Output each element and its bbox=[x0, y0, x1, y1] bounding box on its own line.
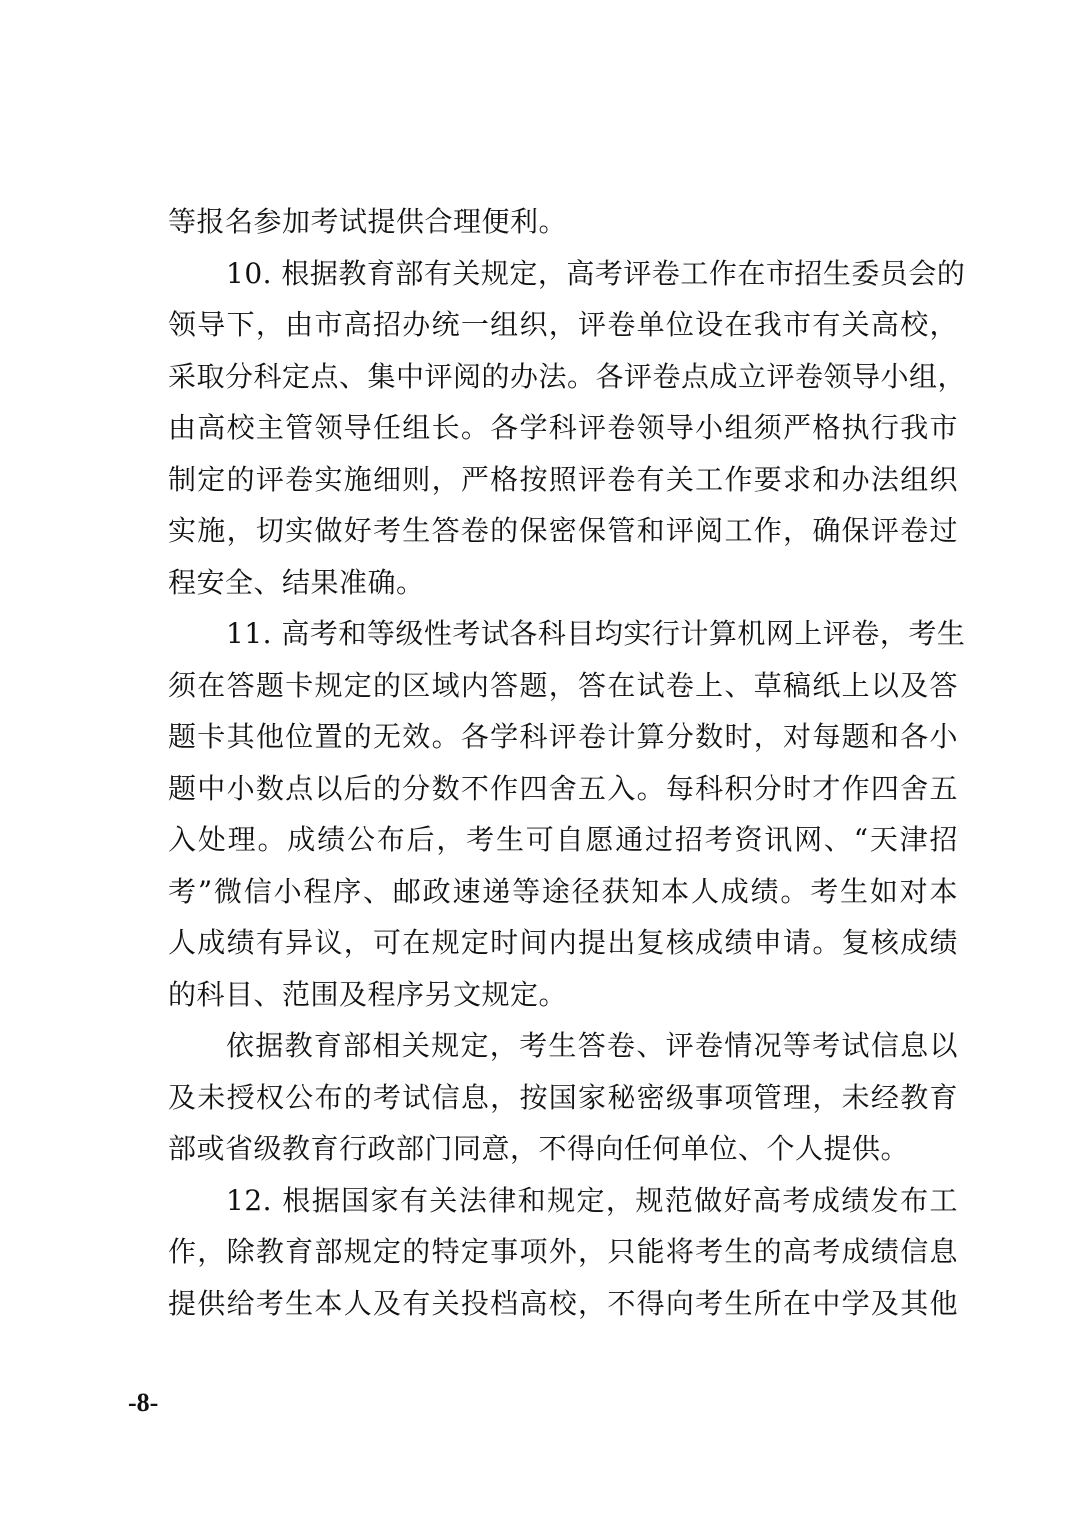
text-line: 考”微信小程序、邮政速递等途径获知本人成绩。考生如对本 bbox=[168, 874, 958, 908]
text-line: 领导下，由市高招办统一组织，评卷单位设在我市有关高校， bbox=[168, 308, 958, 341]
text-line: 提供给考生本人及有关投档高校，不得向考生所在中学及其他 bbox=[168, 1286, 958, 1320]
text-line: 制定的评卷实施细则，严格按照评卷有关工作要求和办法组织 bbox=[168, 462, 958, 496]
text-line: 题卡其他位置的无效。各学科评卷计算分数时，对每题和各小 bbox=[168, 720, 958, 753]
text-line: 程安全、结果准确。 bbox=[168, 565, 425, 599]
text-line: 由高校主管领导任组长。各学科评卷领导小组须严格执行我市 bbox=[168, 411, 958, 444]
text-line: 题中小数点以后的分数不作四舍五入。每科积分时才作四舍五 bbox=[168, 771, 958, 805]
paragraph-10-line: 10. 根据教育部有关规定，高考评卷工作在市招生委员会的 bbox=[226, 256, 966, 290]
page-number: -8- bbox=[128, 1388, 159, 1417]
body-text bbox=[168, 196, 967, 1329]
text-line: 部或省级教育行政部门同意，不得向任何单位、个人提供。 bbox=[168, 1132, 910, 1165]
paragraph-12-line: 12. 根据国家有关法律和规定，规范做好高考成绩发布工 bbox=[226, 1183, 958, 1217]
paragraph-11-line: 11. 高考和等级性考试各科目均实行计算机网上评卷，考生 bbox=[226, 617, 966, 650]
text-line: 须在答题卡规定的区域内答题，答在试卷上、草稿纸上以及答 bbox=[168, 668, 958, 702]
text-line: 的科目、范围及程序另文规定。 bbox=[168, 977, 568, 1011]
text-line: 实施，切实做好考生答卷的保密保管和评阅工作，确保评卷过 bbox=[168, 514, 958, 547]
text-line: 作，除教育部规定的特定事项外，只能将考生的高考成绩信息 bbox=[168, 1235, 958, 1268]
paragraph-confidentiality-line: 依据教育部相关规定，考生答卷、评卷情况等考试信息以 bbox=[226, 1029, 958, 1062]
text-line: 采取分科定点、集中评阅的办法。各评卷点成立评卷领导小组， bbox=[168, 359, 967, 393]
text-line: 及未授权公布的考试信息，按国家秘密级事项管理，未经教育 bbox=[168, 1080, 958, 1114]
text-line: 等报名参加考试提供合理便利。 bbox=[168, 205, 568, 238]
text-line: 入处理。成绩公布后，考生可自愿通过招考资讯网、“天津招 bbox=[168, 823, 958, 856]
text-line: 人成绩有异议，可在规定时间内提出复核成绩申请。复核成绩 bbox=[168, 926, 958, 959]
